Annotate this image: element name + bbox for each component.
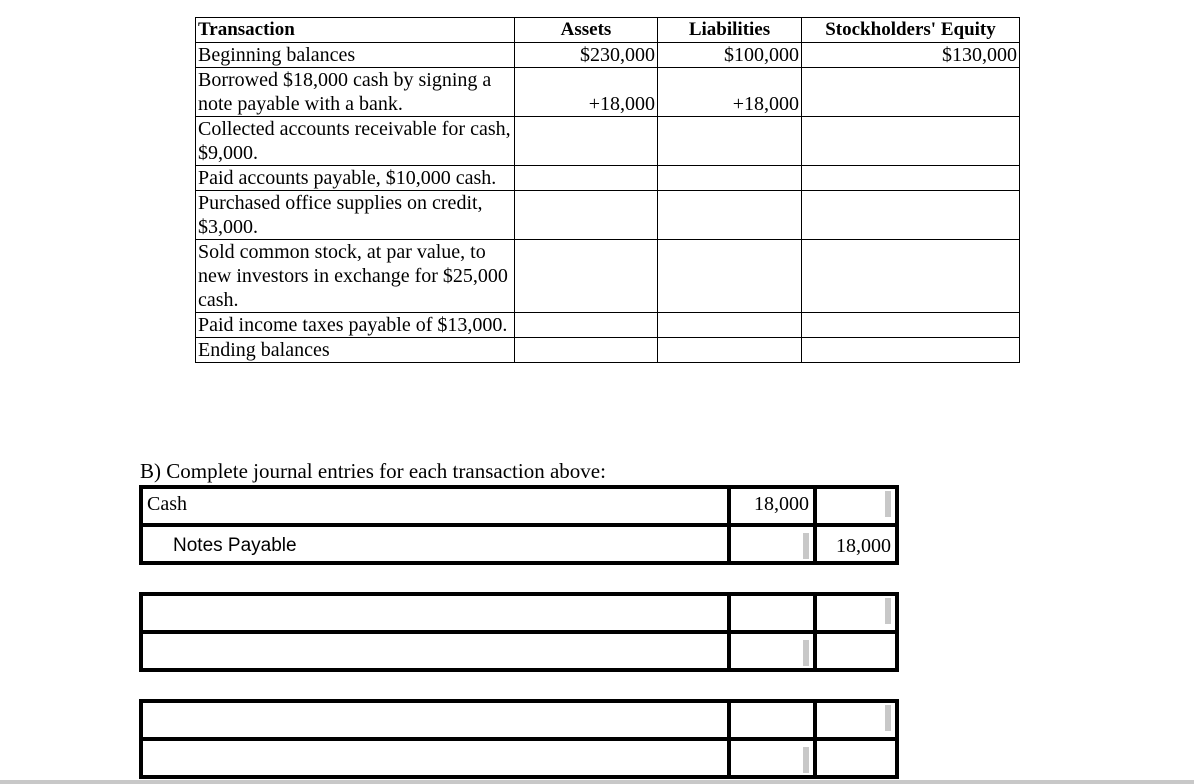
row-liabilities[interactable] (658, 313, 802, 338)
row-assets[interactable] (515, 117, 658, 166)
table-row (196, 68, 1020, 117)
section-b-title: B) Complete journal entries for each transaction above: (140, 459, 606, 483)
table-row (196, 240, 1020, 313)
header-liabilities: Liabilities (658, 18, 802, 43)
credit-account-field[interactable] (143, 634, 727, 668)
row-equity[interactable] (802, 117, 1020, 166)
row-liabilities: $100,000 (658, 43, 802, 68)
row-transaction: Sold common stock, at par value, to new investors in exchange for $25,000 cash. (196, 240, 515, 313)
credit-amount-field[interactable] (813, 699, 899, 737)
row-liabilities[interactable] (658, 240, 802, 313)
field-scroll-handle (803, 533, 809, 559)
field-scroll-handle (803, 747, 809, 773)
journal-debit-row (139, 592, 899, 630)
row-equity[interactable] (802, 191, 1020, 240)
table-row (196, 43, 1020, 68)
table-header-row (196, 18, 1020, 43)
debit-amount-field[interactable] (727, 634, 813, 668)
journal-credit-row (139, 630, 899, 668)
credit-amount-field[interactable] (813, 741, 899, 775)
debit-account-field[interactable]: Cash (147, 493, 187, 515)
header-assets: Assets (515, 18, 658, 43)
table-row (196, 166, 1020, 191)
transaction-table (195, 17, 1020, 363)
journal-entry (139, 699, 899, 779)
row-assets: $230,000 (515, 43, 658, 68)
row-assets[interactable] (515, 191, 658, 240)
credit-account-field[interactable] (143, 741, 727, 775)
row-assets[interactable] (515, 240, 658, 313)
debit-amount-field[interactable] (727, 699, 813, 737)
table-row (196, 191, 1020, 240)
row-liabilities[interactable] (658, 191, 802, 240)
field-scroll-handle (885, 598, 891, 624)
journal-entry (139, 592, 899, 672)
header-equity: Stockholders' Equity (802, 18, 1020, 43)
debit-amount-field[interactable] (727, 741, 813, 775)
row-equity[interactable] (802, 313, 1020, 338)
credit-amount-field[interactable]: 18,000 (813, 527, 899, 561)
page-bottom-divider (0, 780, 1194, 784)
debit-amount-field[interactable] (727, 592, 813, 630)
row-liabilities[interactable]: +18,000 (658, 68, 802, 117)
field-scroll-handle (885, 705, 891, 731)
row-transaction: Beginning balances (196, 43, 515, 68)
field-scroll-handle (885, 491, 891, 517)
row-liabilities[interactable] (658, 117, 802, 166)
row-assets[interactable]: +18,000 (515, 68, 658, 117)
field-scroll-handle (803, 640, 809, 666)
journal-entry (139, 485, 899, 565)
row-transaction: Ending balances (196, 338, 515, 363)
debit-account-field[interactable] (143, 699, 727, 737)
table-row (196, 313, 1020, 338)
row-equity[interactable] (802, 166, 1020, 191)
row-equity[interactable] (802, 240, 1020, 313)
table-row (196, 117, 1020, 166)
row-equity[interactable] (802, 68, 1020, 117)
row-transaction: Paid accounts payable, $10,000 cash. (196, 166, 515, 191)
row-equity[interactable] (802, 338, 1020, 363)
row-transaction: Paid income taxes payable of $13,000. (196, 313, 515, 338)
debit-amount-field[interactable]: 18,000 (727, 485, 813, 523)
credit-amount-field[interactable] (813, 634, 899, 668)
debit-account-field[interactable] (143, 592, 727, 630)
credit-account-field[interactable]: Notes Payable (173, 535, 297, 556)
credit-amount-field[interactable] (813, 485, 899, 523)
row-transaction: Purchased office supplies on credit, $3,000. (196, 191, 515, 240)
row-assets[interactable] (515, 338, 658, 363)
row-assets[interactable] (515, 166, 658, 191)
credit-amount-field[interactable] (813, 592, 899, 630)
journal-credit-row (139, 523, 899, 561)
table-row (196, 338, 1020, 363)
row-liabilities[interactable] (658, 166, 802, 191)
row-liabilities[interactable] (658, 338, 802, 363)
row-transaction: Collected accounts receivable for cash, $9,000. (196, 117, 515, 166)
row-transaction: Borrowed $18,000 cash by signing a note payable with a bank. (196, 68, 515, 117)
journal-debit-row (139, 699, 899, 737)
row-equity: $130,000 (802, 43, 1020, 68)
journal-credit-row (139, 737, 899, 775)
header-transaction: Transaction (196, 18, 515, 43)
row-assets[interactable] (515, 313, 658, 338)
debit-amount-field[interactable] (727, 527, 813, 561)
journal-debit-row (139, 485, 899, 523)
